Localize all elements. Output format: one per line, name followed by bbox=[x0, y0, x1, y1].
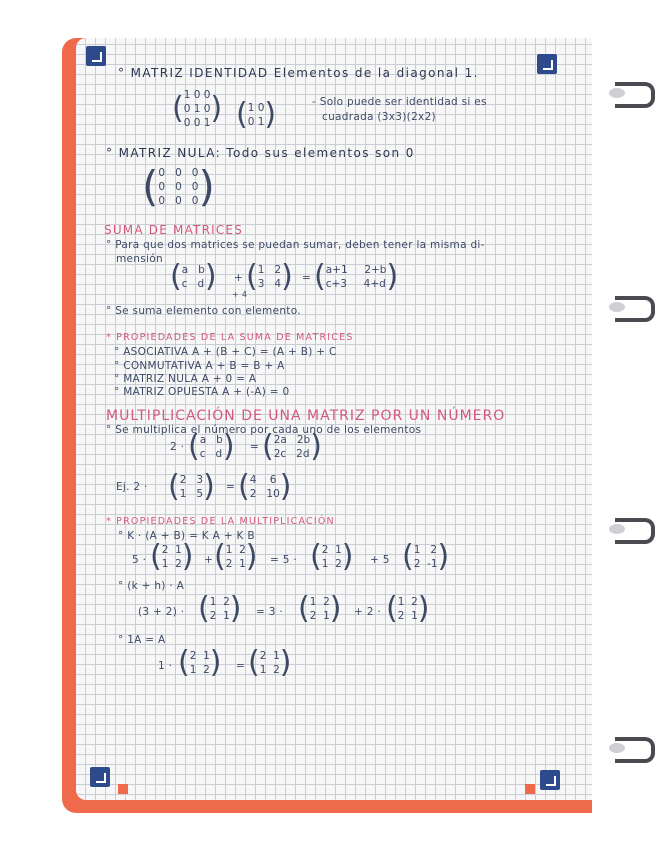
corner-square-icon bbox=[118, 784, 128, 794]
brand-logo-icon bbox=[90, 767, 110, 787]
p2-lead: (3 + 2) · bbox=[138, 606, 185, 618]
p2-plus: + 2 · bbox=[354, 606, 381, 618]
binder-ring-icon bbox=[615, 518, 655, 544]
p3-lead: 1 · bbox=[158, 660, 173, 672]
mult-title: MULTIPLICACIÓN DE UNA MATRIZ POR UN NÚMERO bbox=[106, 408, 506, 424]
p2-matrix-c: (1 2 2 1) bbox=[386, 591, 430, 626]
sum-title: SUMA DE MATRICES bbox=[104, 223, 244, 237]
sum-plus: + bbox=[234, 272, 244, 284]
p1-matrix-c: (2 1 1 2) bbox=[310, 539, 354, 574]
sum-note: ° Se suma elemento con elemento. bbox=[106, 305, 301, 317]
sum-matrix-result: (a+1 2+b c+3 4+d) bbox=[314, 259, 399, 294]
sum-arrow-label: + 4 bbox=[232, 290, 248, 299]
p1-plus2: + 5 bbox=[370, 554, 390, 566]
brand-logo-icon bbox=[540, 770, 560, 790]
p1-plus: + bbox=[204, 554, 214, 566]
sum-properties-title: * PROPIEDADES DE LA SUMA DE MATRICES bbox=[106, 332, 354, 343]
p3-equals: = bbox=[236, 660, 246, 672]
sum-line2: mensión bbox=[116, 253, 163, 265]
corner-square-icon bbox=[525, 784, 535, 794]
identity-note-line1: - Solo puede ser identidad si es bbox=[312, 96, 487, 108]
mult-property-identity: ° 1A = A bbox=[118, 634, 166, 646]
sum-property-opposite: ° MATRIZ OPUESTA A + (-A) = 0 bbox=[114, 386, 290, 398]
brand-logo-icon bbox=[537, 54, 557, 74]
p1-equals: = 5 · bbox=[270, 554, 297, 566]
p2-matrix-a: (1 2 2 1) bbox=[198, 591, 242, 626]
mult-properties-title: * PROPIEDADES DE LA MULTIPLICACIÓN bbox=[106, 516, 335, 527]
sum-line1: ° Para que dos matrices se puedan sumar, deben tener la misma di- bbox=[106, 239, 485, 251]
mult-ex1-matrix: (a b c d) bbox=[188, 429, 235, 464]
identity-matrix-2x2: (1 0 0 1) bbox=[236, 97, 277, 132]
p3-matrix-b: (2 1 1 2) bbox=[248, 645, 292, 680]
sum-matrix-b: (1 2 3 4) bbox=[246, 259, 293, 294]
mult-property-scalar-sum: ° (k + h) · A bbox=[118, 580, 185, 592]
binder-ring-icon bbox=[615, 296, 655, 322]
mult-ex1-equals: = bbox=[250, 441, 260, 453]
binder-ring-icon bbox=[615, 82, 655, 108]
mult-ex1-result: (2a 2b 2c 2d) bbox=[262, 429, 322, 464]
sum-property-null: ° MATRIZ NULA A + 0 = A bbox=[114, 373, 257, 385]
identity-matrix-3x3: (1 0 0 0 1 0 0 0 1) bbox=[172, 89, 223, 129]
identity-header: ° MATRIZ IDENTIDAD Elementos de la diagonal 1. bbox=[118, 66, 479, 80]
mult-ex2-result: (4 6 2 10) bbox=[238, 469, 292, 504]
p1-matrix-b: (1 2 2 1) bbox=[214, 539, 258, 574]
p3-matrix-a: (2 1 1 2) bbox=[178, 645, 222, 680]
p2-equals: = 3 · bbox=[256, 606, 283, 618]
sum-property-commutative: ° CONMUTATIVA A + B = B + A bbox=[114, 360, 285, 372]
mult-property-distributive: ° K · (A + B) = K A + K B bbox=[118, 530, 255, 542]
sum-equals: = bbox=[302, 272, 312, 284]
p1-matrix-a: (2 1 1 2) bbox=[150, 539, 194, 574]
brand-logo-icon bbox=[86, 46, 106, 66]
identity-note-line2: cuadrada (3x3)(2x2) bbox=[322, 111, 436, 123]
null-matrix: (0 0 0 0 0 0 0 0 0) bbox=[142, 162, 215, 211]
sum-matrix-a: (a b c d) bbox=[170, 259, 217, 294]
mult-ex2-label: Ej. 2 · bbox=[116, 481, 148, 493]
mult-line1: ° Se multiplica el número por cada uno de los elementos bbox=[106, 424, 422, 436]
p1-lead: 5 · bbox=[132, 554, 147, 566]
mult-ex2-matrix: (2 3 1 5) bbox=[168, 469, 215, 504]
null-matrix-header: ° MATRIZ NULA: Todo sus elementos son 0 bbox=[106, 146, 415, 160]
sum-property-associative: ° ASOCIATIVA A + (B + C) = (A + B) + C bbox=[114, 346, 337, 358]
p1-matrix-d: (1 2 2 -1) bbox=[402, 539, 450, 574]
p2-matrix-b: (1 2 2 1) bbox=[298, 591, 342, 626]
mult-ex2-equals: = bbox=[226, 481, 236, 493]
binder-ring-icon bbox=[615, 737, 655, 763]
mult-ex1-scalar: 2 · bbox=[170, 441, 185, 453]
